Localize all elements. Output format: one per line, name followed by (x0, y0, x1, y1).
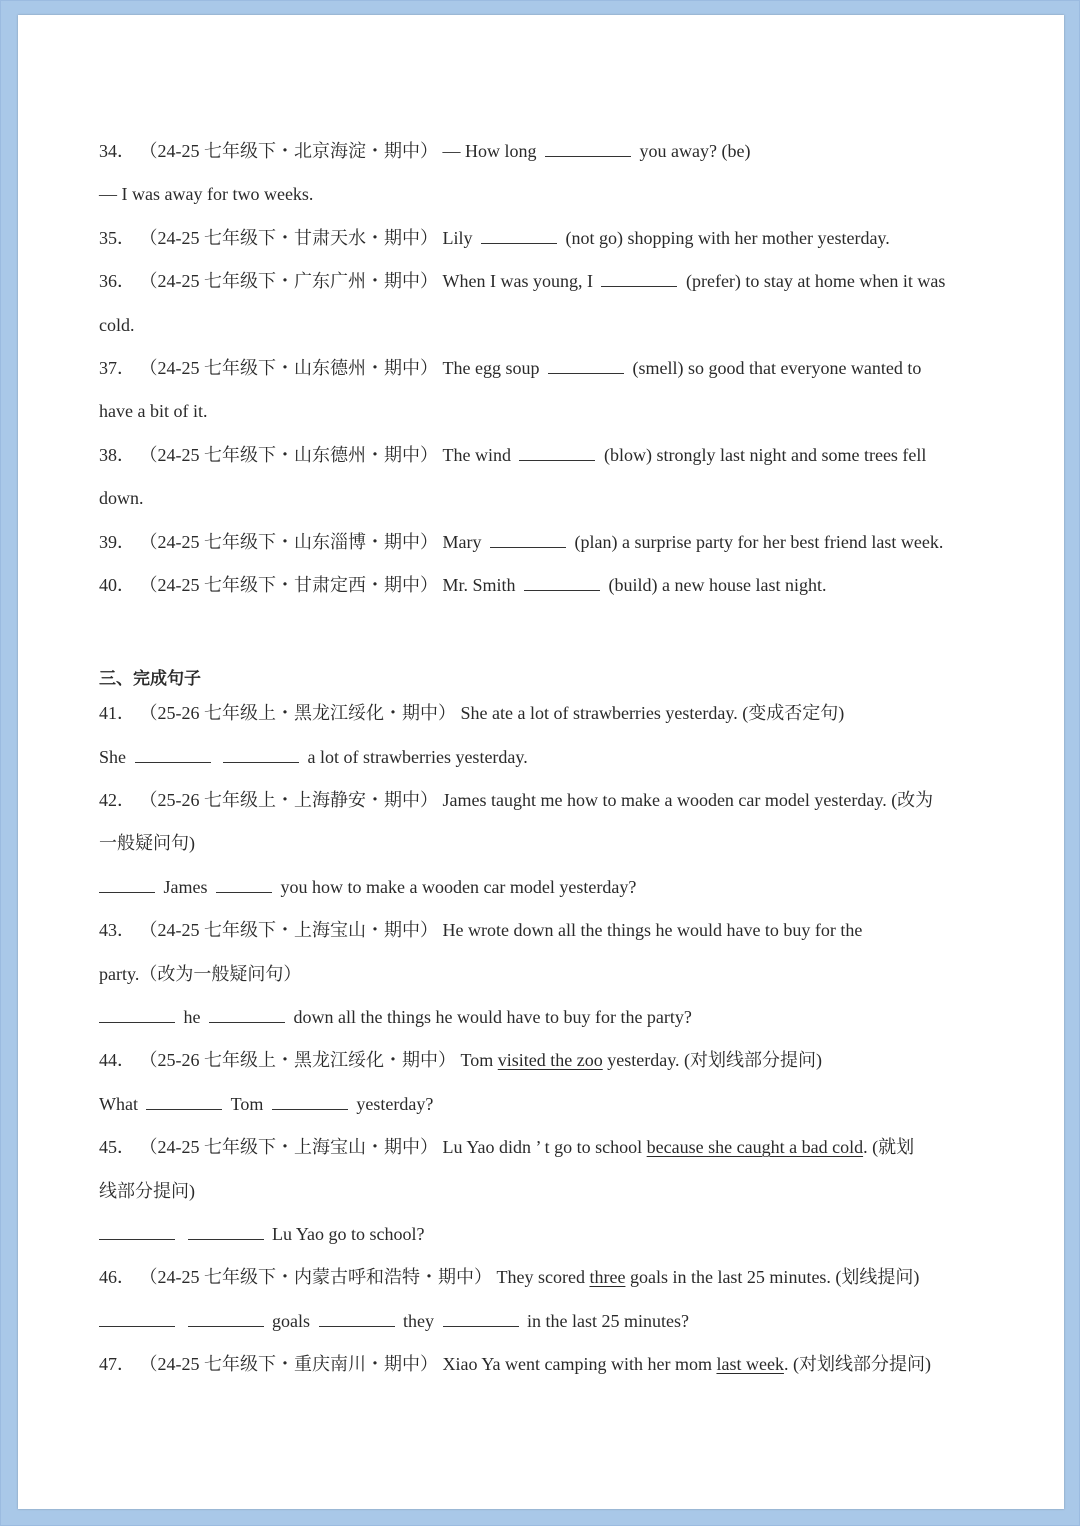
question-text: party.（改为一般疑问句） (99, 963, 302, 984)
question-source: （24-25 七年级下・重庆南川・期中） (139, 1354, 438, 1375)
question-text: have a bit of it. (99, 401, 208, 422)
answer-blank[interactable] (135, 742, 211, 763)
question-text: (smell) so good that everyone wanted to (632, 357, 922, 378)
answer-blank[interactable] (481, 223, 557, 244)
question-text: you away? (be) (639, 141, 751, 161)
question-text: — I was away for two weeks. (99, 184, 314, 205)
question-38-line-2 (99, 482, 999, 525)
answer-blank[interactable] (545, 136, 631, 157)
question-text: The wind (442, 444, 511, 465)
question-text: The egg soup (442, 357, 540, 378)
question-36-line-2 (99, 309, 999, 352)
question-42-line-2 (99, 827, 999, 870)
answer-blank[interactable] (99, 1306, 175, 1327)
answer-blank[interactable] (188, 1306, 264, 1327)
question-source: （25-26 七年级上・黑龙江绥化・期中） (139, 1050, 456, 1071)
question-number: 34． (99, 141, 135, 161)
question-text: (plan) a surprise party for her best friend last week. (574, 531, 944, 552)
question-text: He wrote down all the things he would have to buy for the (442, 920, 863, 941)
answer-text: James (163, 876, 208, 897)
question-text: She ate a lot of strawberries yesterday. (变成否定句) (460, 703, 845, 724)
answer-blank[interactable] (223, 742, 299, 763)
question-45 (99, 1131, 999, 1174)
question-text: (prefer) to stay at home when it was (685, 271, 946, 292)
question-40 (99, 569, 999, 612)
question-source: （24-25 七年级下・北京海淀・期中） (139, 141, 438, 161)
answer-text: She (99, 746, 126, 767)
answer-blank[interactable] (188, 1219, 264, 1240)
answer-text: he (183, 1007, 201, 1028)
question-source: （24-25 七年级下・上海宝山・期中） (139, 920, 438, 941)
question-source: （24-25 七年级下・广东广州・期中） (139, 271, 438, 292)
question-text: down. (99, 488, 144, 509)
question-43 (99, 914, 999, 957)
underlined-phrase: visited the zoo (497, 1050, 603, 1071)
question-text: Mr. Smith (442, 574, 516, 595)
answer-blank[interactable] (319, 1306, 395, 1327)
answer-blank[interactable] (519, 440, 595, 461)
question-45-answer (99, 1218, 999, 1261)
answer-text: Tom (230, 1093, 264, 1114)
answer-blank[interactable] (99, 872, 155, 893)
question-number: 35． (99, 227, 135, 248)
question-41-answer (99, 741, 999, 784)
question-text: Mary (442, 531, 482, 552)
question-44 (99, 1044, 999, 1087)
question-number: 37． (99, 357, 135, 378)
answer-text: What (99, 1093, 138, 1114)
question-text: When I was young, I (442, 271, 593, 292)
question-source: （24-25 七年级下・山东德州・期中） (139, 357, 438, 378)
question-source: （25-26 七年级上・上海静安・期中） (139, 790, 438, 811)
question-47 (99, 1348, 999, 1391)
question-number: 40． (99, 574, 135, 595)
underlined-phrase: three (589, 1267, 626, 1288)
question-text: . (就划 (863, 1137, 915, 1158)
question-text: Tom (460, 1050, 494, 1071)
question-number: 45． (99, 1137, 135, 1158)
question-37-line-2 (99, 395, 999, 438)
answer-blank[interactable] (548, 353, 624, 374)
answer-blank[interactable] (216, 872, 272, 893)
answer-text: yesterday? (356, 1093, 434, 1114)
question-42 (99, 784, 999, 827)
answer-blank[interactable] (209, 1002, 285, 1023)
answer-text: they (403, 1310, 434, 1331)
answer-text: Lu Yao go to school? (272, 1223, 425, 1244)
answer-blank[interactable] (443, 1306, 519, 1327)
question-35 (99, 222, 999, 265)
question-text: 线部分提问) (99, 1180, 195, 1201)
answer-text: in the last 25 minutes? (527, 1310, 689, 1331)
question-43-line-2 (99, 958, 999, 1001)
underlined-phrase: last week (716, 1354, 784, 1375)
question-text: Lily (442, 227, 473, 248)
question-source: （24-25 七年级下・山东淄博・期中） (139, 531, 438, 552)
question-source: （24-25 七年级下・内蒙古呼和浩特・期中） (139, 1267, 492, 1288)
question-number: 38． (99, 444, 135, 465)
question-39 (99, 526, 999, 569)
question-text: (not go) shopping with her mother yesterday. (565, 227, 890, 248)
question-42-answer (99, 871, 999, 914)
question-number: 46． (99, 1267, 135, 1288)
question-34 (99, 135, 999, 178)
question-34-line-2 (99, 178, 999, 221)
question-text: They scored (496, 1267, 585, 1288)
worksheet-content (99, 135, 999, 1392)
question-number: 36． (99, 271, 135, 292)
question-text: — How long (442, 141, 537, 161)
question-source: （24-25 七年级下・上海宝山・期中） (139, 1137, 438, 1158)
question-38 (99, 439, 999, 482)
question-number: 42． (99, 790, 135, 811)
answer-blank[interactable] (272, 1089, 348, 1110)
question-37 (99, 352, 999, 395)
question-text: (blow) strongly last night and some trees fell (603, 444, 927, 465)
answer-text: goals (272, 1310, 310, 1331)
answer-blank[interactable] (146, 1089, 222, 1110)
question-number: 47． (99, 1354, 135, 1375)
answer-text: down all the things he would have to buy for the party? (293, 1007, 692, 1028)
question-44-answer (99, 1088, 999, 1131)
answer-text: a lot of strawberries yesterday. (307, 746, 528, 767)
question-source: （24-25 七年级下・甘肃定西・期中） (139, 574, 438, 595)
underlined-phrase: because she caught a bad cold (646, 1137, 864, 1158)
question-source: （24-25 七年级下・甘肃天水・期中） (139, 227, 438, 248)
answer-blank[interactable] (490, 527, 566, 548)
question-text: Xiao Ya went camping with her mom (442, 1354, 712, 1375)
answer-blank[interactable] (601, 266, 677, 287)
question-text: 一般疑问句) (99, 833, 195, 854)
question-text: yesterday. (对划线部分提问) (607, 1050, 823, 1071)
answer-blank[interactable] (99, 1219, 175, 1240)
worksheet-page (18, 15, 1064, 1509)
question-text: James taught me how to make a wooden car model yesterday. (改为 (442, 790, 934, 811)
question-41 (99, 697, 999, 740)
answer-blank[interactable] (524, 570, 600, 591)
question-text: . (对划线部分提问) (783, 1354, 931, 1375)
question-43-answer (99, 1001, 999, 1044)
answer-text: you how to make a wooden car model yesterday? (280, 876, 637, 897)
section-spacer (99, 612, 999, 661)
question-source: （25-26 七年级上・黑龙江绥化・期中） (139, 703, 456, 724)
question-number: 44． (99, 1050, 135, 1071)
question-source: （24-25 七年级下・山东德州・期中） (139, 444, 438, 465)
question-46 (99, 1261, 999, 1304)
answer-blank[interactable] (99, 1002, 175, 1023)
question-45-line-2 (99, 1175, 999, 1218)
question-36 (99, 265, 999, 308)
question-number: 39． (99, 531, 135, 552)
question-number: 41． (99, 703, 135, 724)
section-title: 三、完成句子 (99, 669, 201, 690)
question-number: 43． (99, 920, 135, 941)
question-text: goals in the last 25 minutes. (划线提问) (629, 1267, 920, 1288)
question-text: Lu Yao didn ’ t go to school (442, 1137, 643, 1158)
question-text: (build) a new house last night. (608, 574, 827, 595)
question-46-answer (99, 1305, 999, 1348)
question-text: cold. (99, 314, 135, 335)
